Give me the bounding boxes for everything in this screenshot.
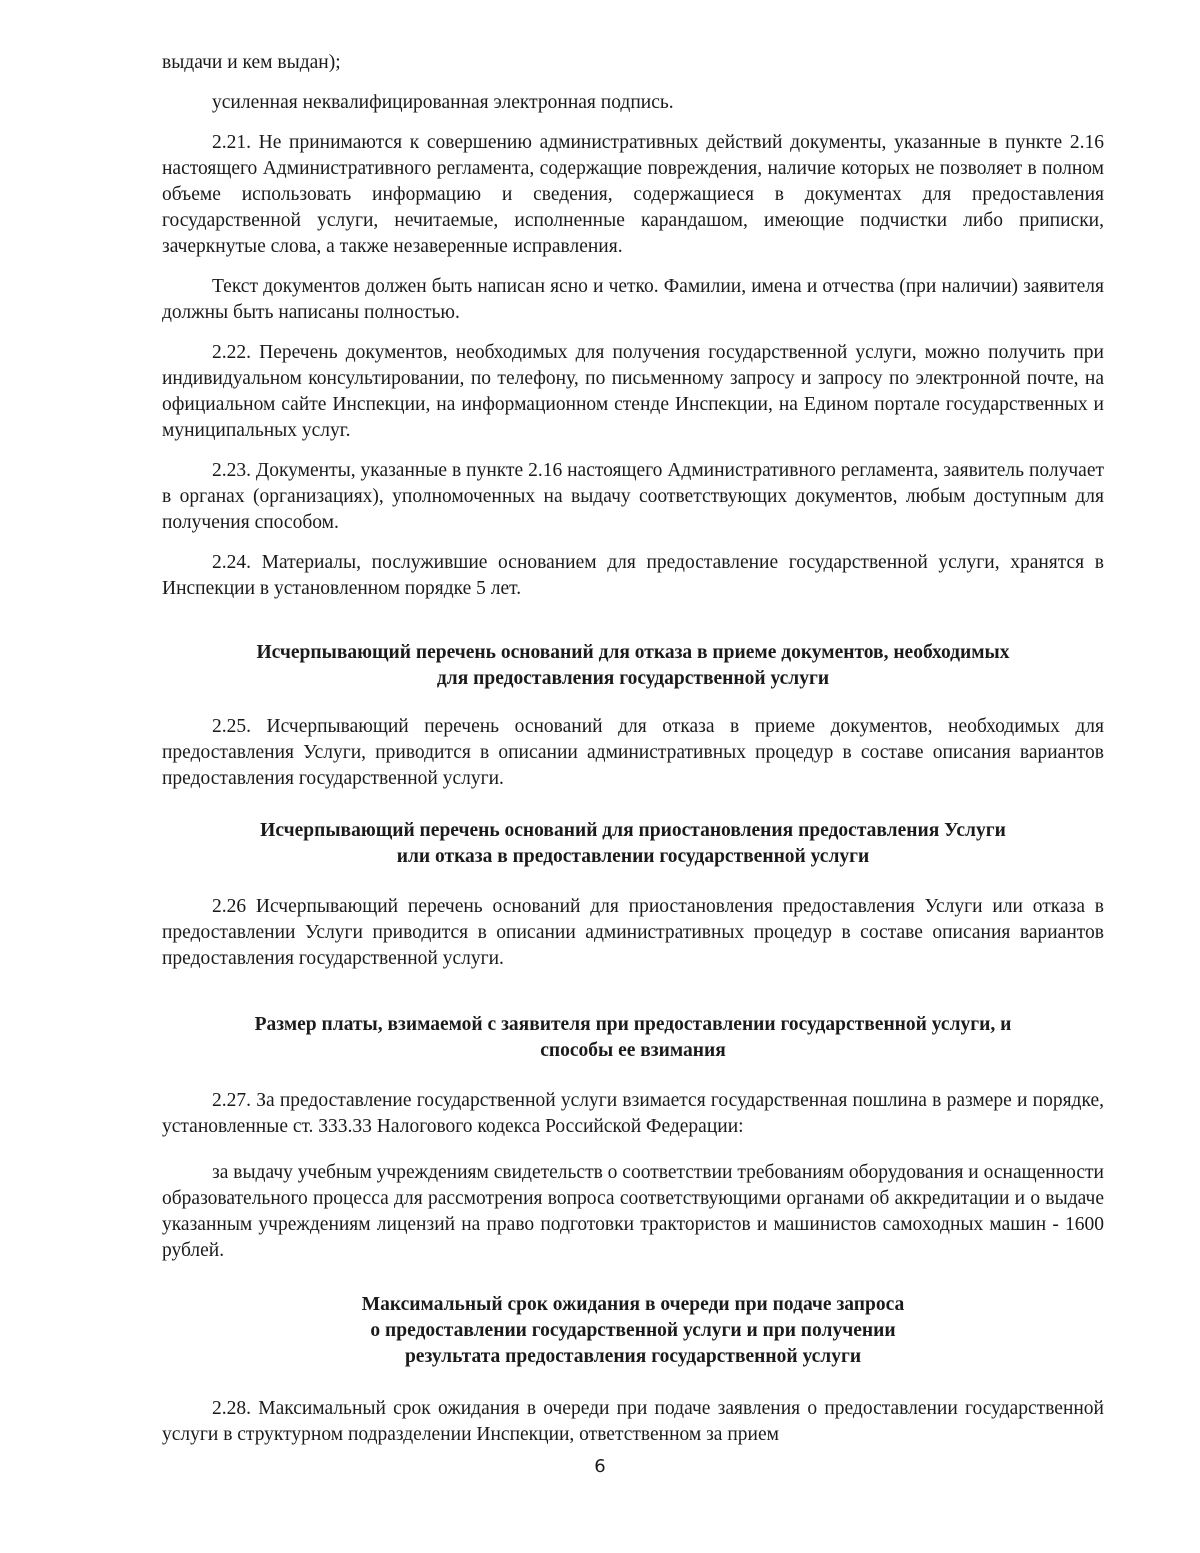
heading-line: для предоставления государственной услуги <box>436 668 830 689</box>
paragraph-2-23: 2.23. Документы, указанные в пункте 2.16 настоящего Административного регламента, заявитель получает в органах (организациях), уполномоченных на выдачу соответствующих документов, любым доступным для получения способом. <box>162 460 1104 533</box>
paragraph-fee-amount: за выдачу учебным учреждениям свидетельств о соответствии требованиям оборудования и оснащенности образовательного процесса для рассмотрения вопроса соответствующими органами об аккредитации и о выдаче указанным учреждениям лицензий на право подготовки трактористов и машинистов самоходных машин - 1600 рублей. <box>162 1162 1104 1261</box>
heading-line: результата предоставления государственной услуги <box>404 1346 862 1367</box>
heading-line: способы ее взимания <box>540 1040 726 1061</box>
section-heading-queue-time <box>162 1292 1104 1370</box>
paragraph-2-27: 2.27. За предоставление государственной услуги взимается государственная пошлина в размере и порядке, установленные ст. 333.33 Налогового кодекса Российской Федерации: <box>162 1090 1104 1137</box>
heading-line: Исчерпывающий перечень оснований для приостановления предоставления Услуги <box>260 820 1006 841</box>
paragraph-2-24: 2.24. Материалы, послужившие основанием для предоставление государственной услуги, хранятся в Инспекции в установленном порядке 5 лет. <box>162 552 1104 599</box>
heading-line: или отказа в предоставлении государственной услуги <box>396 846 870 867</box>
paragraph-2-25: 2.25. Исчерпывающий перечень оснований для отказа в приеме документов, необходимых для предоставления Услуги, приводится в описании административных процедур в составе описания вариантов предоставления государственной услуги. <box>162 716 1104 789</box>
heading-line: Размер платы, взимаемой с заявителя при предоставлении государственной услуги, и <box>254 1014 1012 1035</box>
paragraph-2-21: 2.21. Не принимаются к совершению административных действий документы, указанные в пункте 2.16 настоящего Административного регламента, содержащие повреждения, наличие которых не позволяет в полном объеме использовать информацию и сведения, содержащиеся в документах для предоставления государственной услуги, нечитаемые, исполненные карандашом, имеющие подчистки либо приписки, зачеркнутые слова, а также незаверенные исправления. <box>162 132 1104 257</box>
paragraph-2-22: 2.22. Перечень документов, необходимых для получения государственной услуги, можно получить при индивидуальном консультировании, по телефону, по письменному запросу и запросу по электронной почте, на официальном сайте Инспекции, на информационном стенде Инспекции, на Едином портале государственных и муниципальных услуг. <box>162 342 1104 441</box>
section-heading-suspension-grounds <box>162 818 1104 870</box>
section-heading-refusal-grounds <box>162 640 1104 692</box>
page-number: 6 <box>594 1456 606 1477</box>
document-page <box>162 50 1104 1448</box>
paragraph-2-28: 2.28. Максимальный срок ожидания в очереди при подаче заявления о предоставлении государственной услуги в структурном подразделении Инспекции, ответственном за прием <box>162 1398 1104 1445</box>
heading-line: о предоставлении государственной услуги и при получении <box>370 1320 896 1341</box>
section-heading-fee <box>162 1012 1104 1064</box>
paragraph-text-clarity: Текст документов должен быть написан ясно и четко. Фамилии, имена и отчества (при наличии) заявителя должны быть написаны полностью. <box>162 276 1104 323</box>
heading-line: Максимальный срок ожидания в очереди при подаче запроса <box>361 1294 905 1315</box>
paragraph-signature: усиленная неквалифицированная электронная подпись. <box>212 92 674 113</box>
paragraph-2-26: 2.26 Исчерпывающий перечень оснований для приостановления предоставления Услуги или отказа в предоставлении Услуги приводится в описании административных процедур в составе описания вариантов предоставления государственной услуги. <box>162 896 1104 969</box>
heading-line: Исчерпывающий перечень оснований для отказа в приеме документов, необходимых <box>256 642 1010 663</box>
paragraph-intro-continuation: выдачи и кем выдан); <box>162 52 341 73</box>
